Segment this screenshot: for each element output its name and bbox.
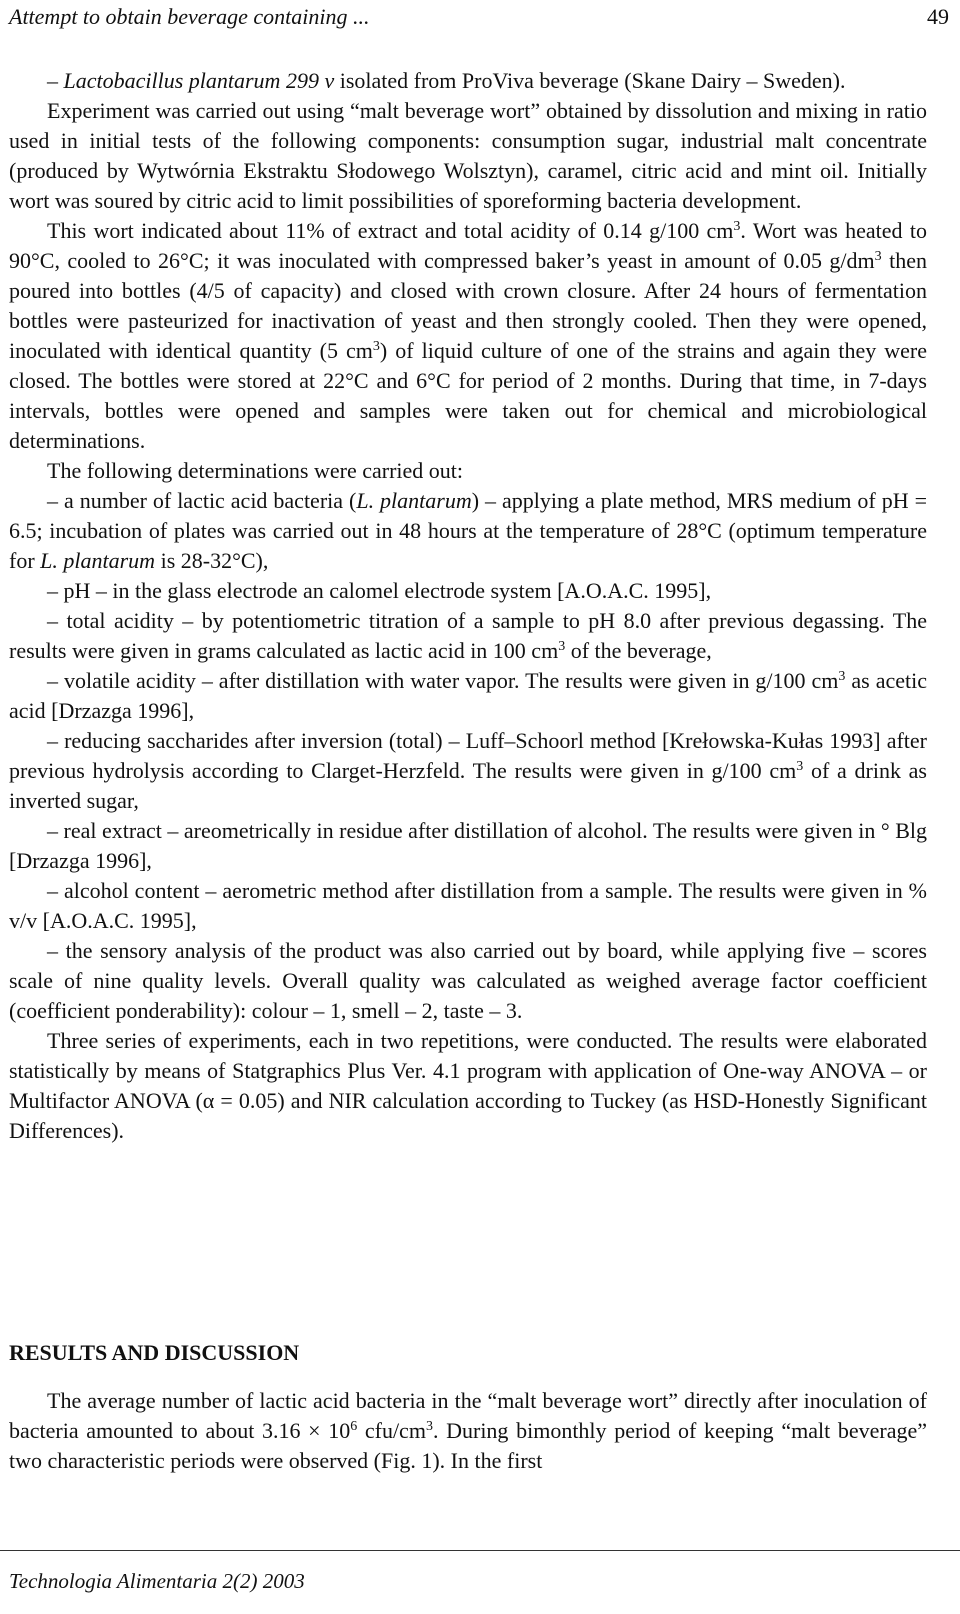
scientific-exponent: 6 xyxy=(350,1419,358,1434)
results-text xyxy=(9,1386,927,1476)
species-name: L. plantarum xyxy=(40,548,156,573)
wort-paragraph xyxy=(9,216,927,456)
total-acidity-text-1: – total acidity – by potentiometric titration of a sample to pH 8.0 after previous degassing. The results were given in grams calculated as lactic acid in 100 cm xyxy=(9,608,927,663)
cubic-superscript: 3 xyxy=(838,669,846,684)
materials-and-methods-text xyxy=(9,66,927,1146)
cubic-superscript: 3 xyxy=(733,219,741,234)
wort-text-3: then poured into bottles (4/5 of capacity) and closed with crown closure. After 24 hours of fermentation bottles were pasteurized for inactivation of yeast and then strongly cooled. Then they were opened, inoculated with identical quantity (5 cm xyxy=(9,248,927,363)
results-text-3: . During bimonthly period of keeping “malt beverage” two characteristic periods were observed (Fig. 1). In the first xyxy=(9,1418,928,1473)
wort-text-2: . Wort was heated to 90°C, cooled to 26°C; it was inoculated with compressed baker’s yeast in amount of 0.05 g/dm xyxy=(9,218,927,273)
footer-divider xyxy=(0,1550,960,1551)
ph-item: – pH – in the glass electrode an calomel electrode system [A.O.A.C. 1995], xyxy=(47,578,712,603)
volatile-acidity-item xyxy=(9,666,927,726)
cubic-superscript: 3 xyxy=(796,759,804,774)
volatile-acidity-text-1: – volatile acidity – after distillation with water vapor. The results were given in g/100 cm xyxy=(47,668,839,693)
reducing-saccharides-text-1: – reducing saccharides after inversion (total) – Luff–Schoorl method [Krełowska-Kułas 1993] after previous hydrolysis according to Clarget-Herzfeld. The results were given in g/100 cm xyxy=(9,728,927,783)
results-text-2: cfu/cm xyxy=(357,1418,426,1443)
total-acidity-item xyxy=(9,606,927,666)
results-text-1: The average number of lactic acid bacteria in the “malt beverage wort” directly after inoculation of bacteria amounted to about 3.16 × 10 xyxy=(9,1388,927,1443)
wort-text-4: ) of liquid culture of one of the strains and again they were closed. The bottles were stored at 22°C and 6°C for period of 2 months. During that time, in 7-days intervals, bottles were opened and samples were taken out for chemical and microbiological determinations. xyxy=(9,338,927,453)
determinations-intro: The following determinations were carried out: xyxy=(47,458,464,483)
volatile-acidity-text-2: as acetic acid [Drzazga 1996], xyxy=(9,668,928,723)
running-header xyxy=(9,4,949,30)
real-extract-item: – real extract – areometrically in residue after distillation of alcohol. The results were given in ° Blg [Drzazga 1996], xyxy=(9,818,927,873)
reducing-saccharides-item xyxy=(9,726,927,816)
lactic-bacteria-text-2: ) – applying a plate method, MRS medium of pH = 6.5; incubation of plates was carried out in 48 hours at the temperature of 28°C (optimum temperature for xyxy=(9,488,927,573)
lactic-bacteria-item xyxy=(9,486,927,576)
strain-name: Lactobacillus plantarum 299 v xyxy=(63,68,335,93)
statistics-paragraph: Three series of experiments, each in two repetitions, were conducted. The results were elaborated statistically by means of Statgraphics Plus Ver. 4.1 program with application of One-way ANOVA – or Multifactor ANOVA (α = 0.05) and NIR calculation according to Tuckey (as HSD-Honestly Significant Differences). xyxy=(9,1028,927,1143)
strain-dash: – xyxy=(47,68,64,93)
cubic-superscript: 3 xyxy=(874,249,882,264)
cubic-superscript: 3 xyxy=(558,639,566,654)
cubic-superscript: 3 xyxy=(372,339,380,354)
experiment-paragraph: Experiment was carried out using “malt beverage wort” obtained by dissolution and mixing in ratio used in initial tests of the following components: consumption sugar, industrial malt concentrate (produced by Wytwórnia Ekstraktu Słodowego Wolsztyn), caramel, citric acid and mint oil. Initially wort was soured by citric acid to limit possibilities of sporeforming bacteria development. xyxy=(9,98,927,213)
strain-paragraph xyxy=(9,66,927,96)
total-acidity-text-2: of the beverage, xyxy=(565,638,712,663)
strain-source: isolated from ProViva beverage (Skane Dairy – Sweden). xyxy=(334,68,846,93)
reducing-saccharides-text-2: of a drink as inverted sugar, xyxy=(9,758,927,813)
species-name: L. plantarum xyxy=(356,488,472,513)
alcohol-content-item: – alcohol content – aerometric method after distillation from a sample. The results were given in % v/v [A.O.A.C. 1995], xyxy=(9,878,927,933)
running-title: Attempt to obtain beverage containing ... xyxy=(9,4,370,29)
lactic-bacteria-text-1: – a number of lactic acid bacteria ( xyxy=(47,488,357,513)
sensory-analysis-item: – the sensory analysis of the product was also carried out by board, while applying five – scores scale of nine quality levels. Overall quality was calculated as weighed average factor coefficient (coefficient ponderability): colour – 1, smell – 2, taste – 3. xyxy=(9,938,927,1023)
wort-text-1: This wort indicated about 11% of extract and total acidity of 0.14 g/100 cm xyxy=(47,218,734,243)
page-number: 49 xyxy=(927,4,949,29)
results-paragraph xyxy=(9,1386,927,1476)
journal-footer: Technologia Alimentaria 2(2) 2003 xyxy=(9,1569,305,1593)
section-heading: RESULTS AND DISCUSSION xyxy=(9,1340,300,1366)
unit-exponent: 3 xyxy=(425,1419,433,1434)
lactic-bacteria-text-3: is 28-32°C), xyxy=(155,548,269,573)
